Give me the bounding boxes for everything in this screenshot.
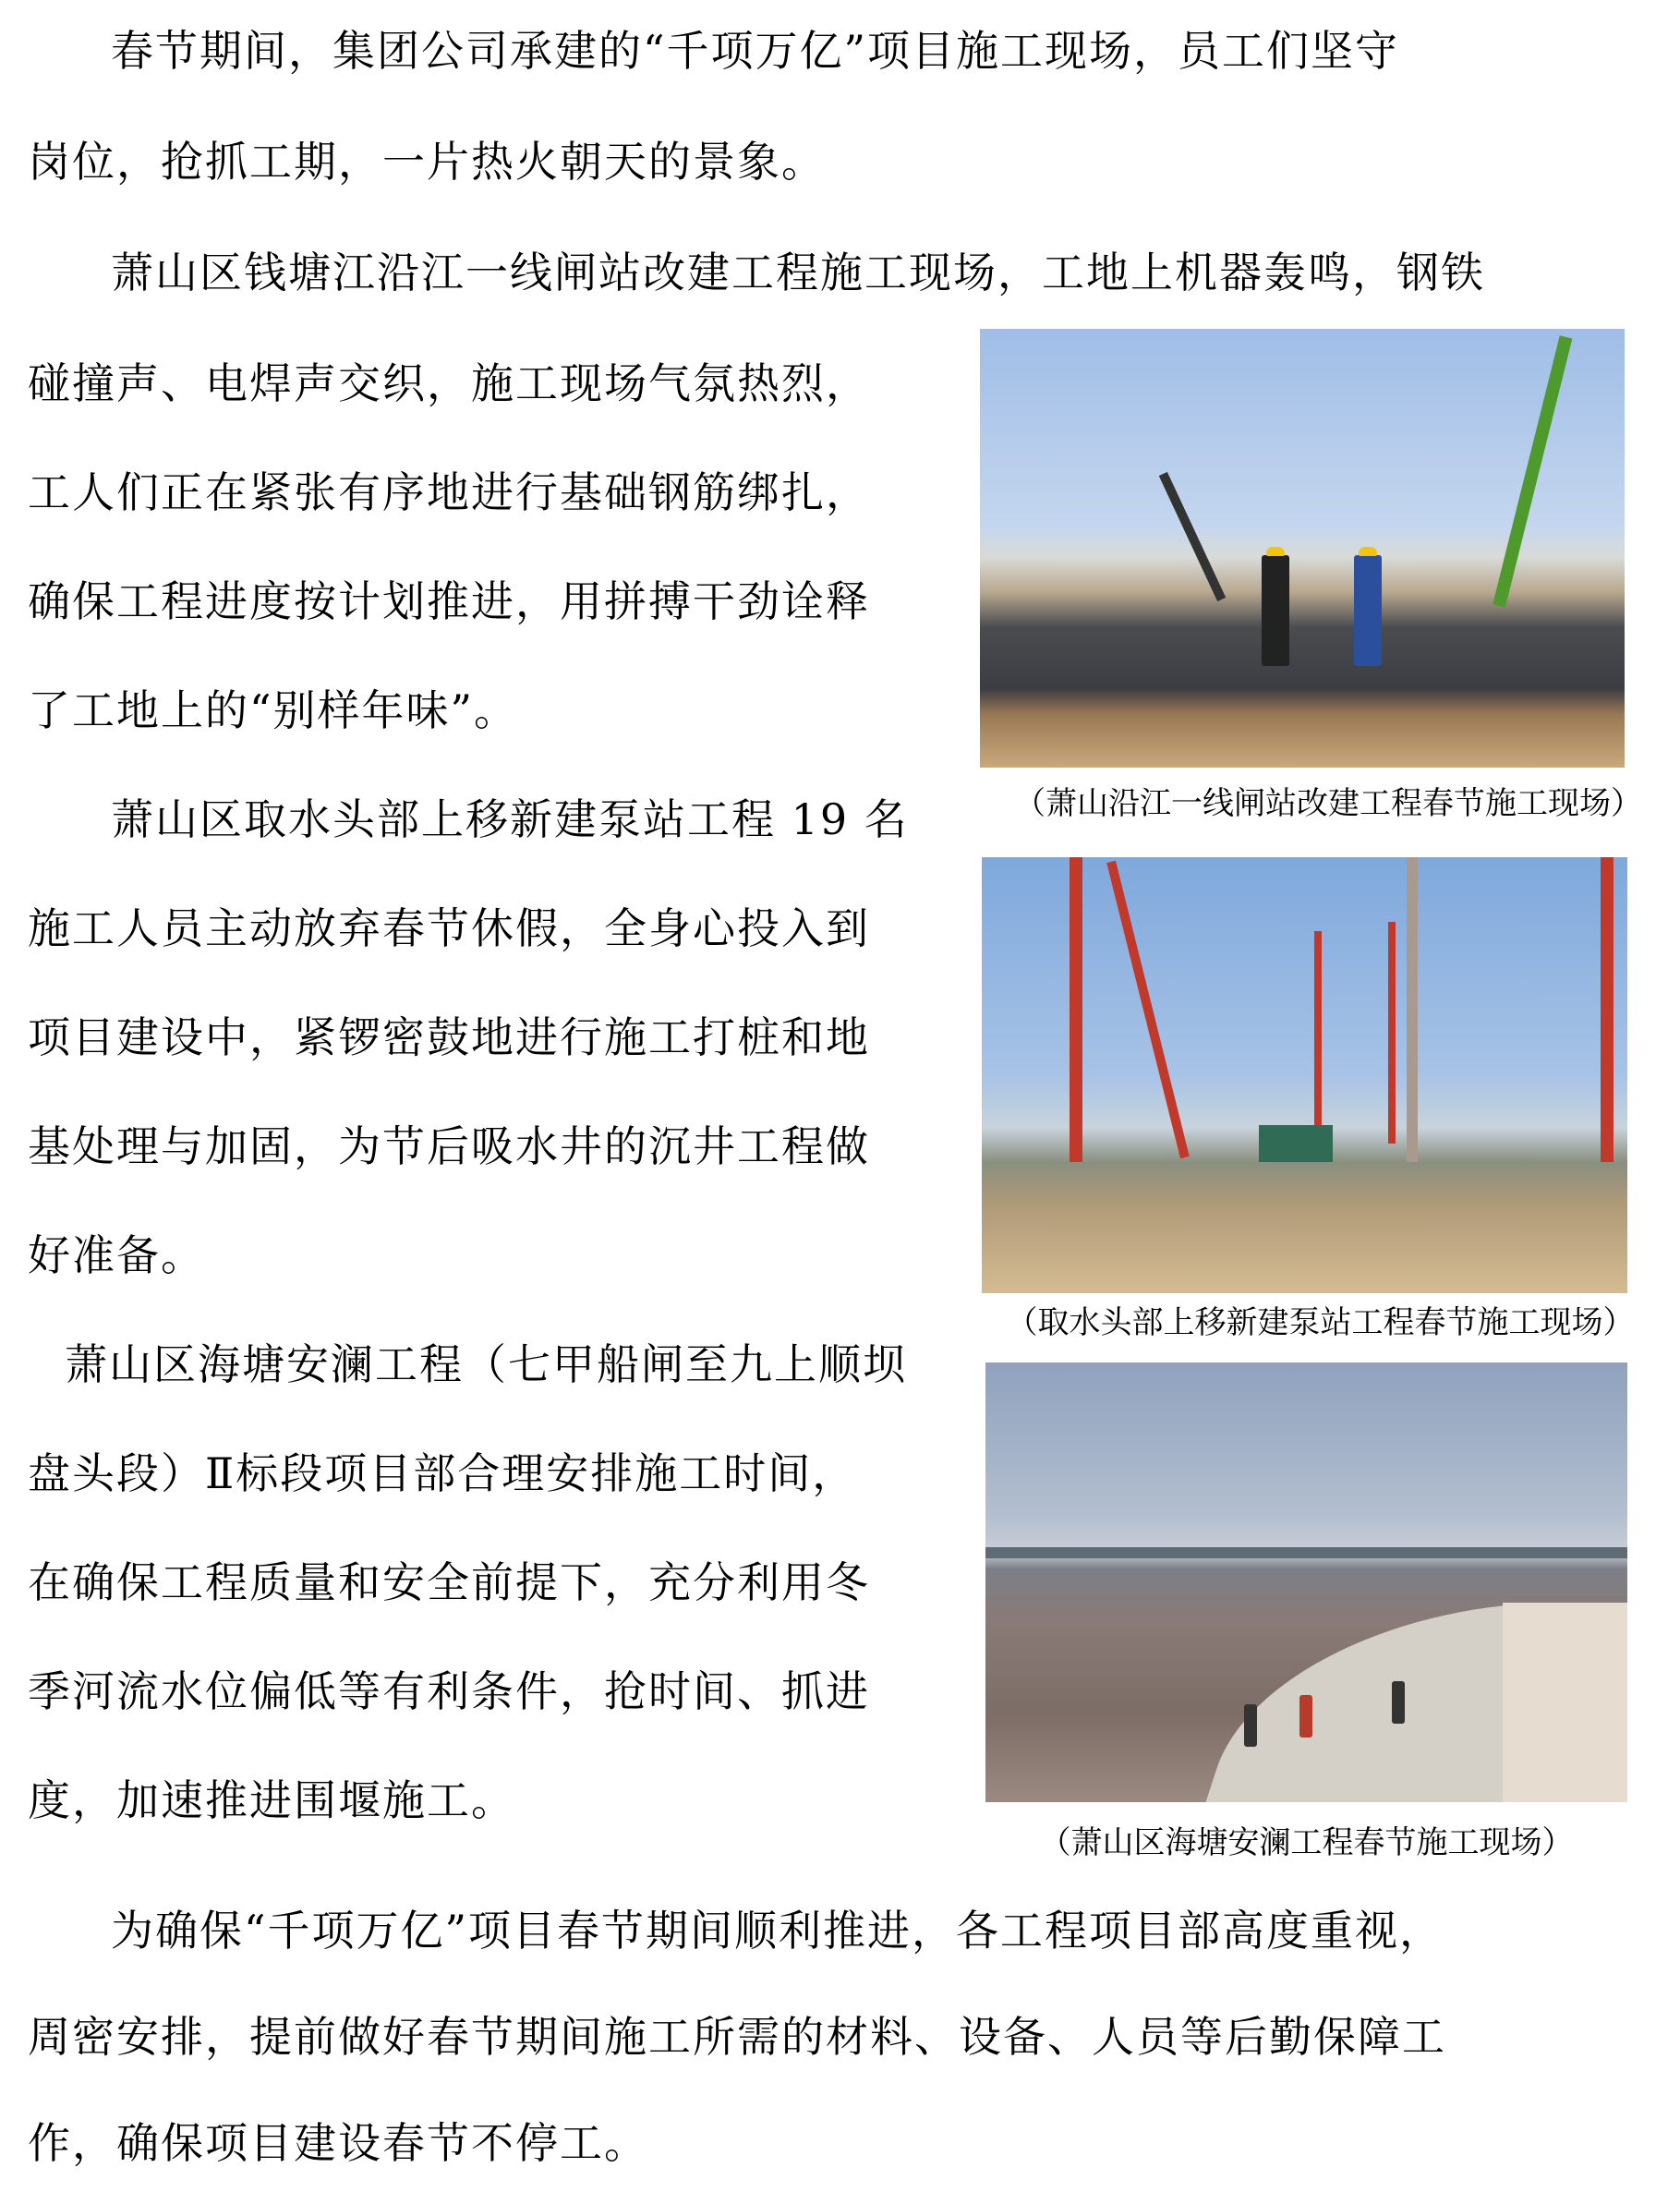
paragraph-2-line-5: 了工地上的“别样年味”。 xyxy=(28,685,519,735)
paragraph-2-line-3: 工人们正在紧张有序地进行基础钢筋绑扎， xyxy=(28,467,870,517)
rebar-site-photo xyxy=(980,329,1625,768)
river-dike-photo xyxy=(985,1362,1627,1802)
paragraph-1-line-2: 岗位，抢抓工期，一片热火朝天的景象。 xyxy=(28,137,826,187)
paragraph-3-line-3: 项目建设中，紧锣密鼓地进行施工打桩和地 xyxy=(28,1012,870,1062)
road-icon xyxy=(1503,1603,1627,1802)
helmet-icon xyxy=(1359,547,1377,556)
paragraph-3-line-4: 基处理与加固，为节后吸水井的沉井工程做 xyxy=(28,1121,870,1171)
pile-rig-mast-icon xyxy=(1407,857,1418,1162)
paragraph-4-line-1: 萧山区海塘安澜工程（七甲船闸至九上顺坝 xyxy=(65,1339,907,1389)
paragraph-3-line-2: 施工人员主动放弃春节休假，全身心投入到 xyxy=(28,903,870,953)
excavator-arm-icon xyxy=(1159,472,1226,601)
worker-figure xyxy=(1354,555,1382,666)
worker-figure xyxy=(1244,1704,1257,1747)
far-shore-icon xyxy=(985,1547,1627,1558)
piling-rigs-photo xyxy=(982,857,1627,1293)
paragraph-5-line-2: 周密安排，提前做好春节期间施工所需的材料、设备、人员等后勤保障工 xyxy=(28,2012,1446,2062)
paragraph-3-line-5: 好准备。 xyxy=(28,1230,205,1280)
machine-cab-icon xyxy=(1259,1125,1333,1162)
paragraph-2-line-1: 萧山区钱塘江沿江一线闸站改建工程施工现场，工地上机器轰鸣，钢铁 xyxy=(111,248,1485,297)
worker-figure xyxy=(1299,1695,1312,1738)
paragraph-5-line-1: 为确保“千项万亿”项目春节期间顺利推进，各工程项目部高度重视， xyxy=(111,1906,1444,1956)
paragraph-2-line-2: 碰撞声、电焊声交织，施工现场气氛热烈， xyxy=(28,358,870,408)
figure-3-caption: （萧山区海塘安澜工程春节施工现场） xyxy=(1039,1824,1574,1861)
helmet-icon xyxy=(1266,547,1285,556)
pile-rig-mast-icon xyxy=(1314,931,1322,1144)
paragraph-2-line-4: 确保工程进度按计划推进，用拼搏干劲诠释 xyxy=(28,576,870,626)
paragraph-4-line-5: 度，加速推进围堰施工。 xyxy=(28,1775,515,1825)
paragraph-4-line-4: 季河流水位偏低等有利条件，抢时间、抓进 xyxy=(28,1666,870,1716)
paragraph-4-line-3: 在确保工程质量和安全前提下，充分利用冬 xyxy=(28,1557,870,1607)
pile-rig-mast-icon xyxy=(1070,857,1082,1162)
worker-figure xyxy=(1392,1681,1405,1724)
worker-figure xyxy=(1262,555,1289,666)
figure-2-caption: （取水头部上移新建泵站工程春节施工现场） xyxy=(1006,1304,1635,1341)
pile-rig-mast-icon xyxy=(1106,861,1190,1159)
paragraph-5-line-3: 作，确保项目建设春节不停工。 xyxy=(28,2118,648,2168)
paragraph-3-line-1: 萧山区取水头部上移新建泵站工程 19 名 xyxy=(111,794,909,844)
crane-boom-icon xyxy=(1493,335,1572,607)
figure-1-caption: （萧山沿江一线闸站改建工程春节施工现场） xyxy=(1014,785,1642,822)
pile-rig-mast-icon xyxy=(1388,922,1396,1144)
paragraph-4-line-2: 盘头段）Ⅱ标段项目部合理安排施工时间， xyxy=(28,1448,857,1498)
paragraph-1-line-1: 春节期间，集团公司承建的“千项万亿”项目施工现场，员工们坚守 xyxy=(111,26,1400,76)
pile-rig-mast-icon xyxy=(1601,857,1614,1162)
